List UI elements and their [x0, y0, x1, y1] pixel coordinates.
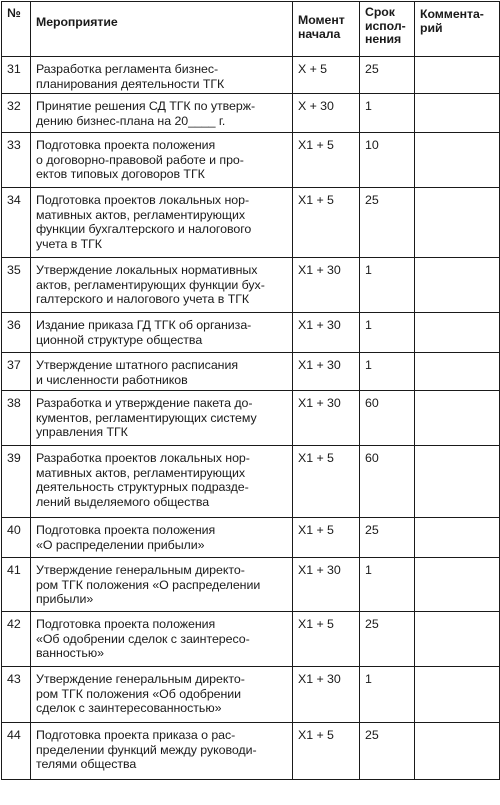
row-comment	[415, 391, 500, 446]
row-num: 36	[2, 313, 31, 353]
table-row	[2, 446, 500, 518]
table-header-row	[2, 2, 500, 57]
events-table	[1, 1, 500, 780]
table-row	[2, 612, 500, 667]
table-row	[2, 391, 500, 446]
row-comment	[415, 258, 500, 313]
row-num: 41	[2, 558, 31, 612]
row-duration: 25	[360, 723, 415, 780]
row-start: X1 + 30	[293, 558, 360, 612]
row-num: 35	[2, 258, 31, 313]
header-num-text: №	[7, 6, 21, 20]
header-duration-text: Срок испол- нения	[365, 5, 406, 46]
row-num: 32	[2, 94, 31, 133]
row-duration: 60	[360, 446, 415, 518]
row-title: Утверждение штатного расписания и численности работников	[31, 353, 293, 391]
row-num: 38	[2, 391, 31, 446]
row-comment	[415, 94, 500, 133]
row-duration: 25	[360, 188, 415, 258]
row-duration: 25	[360, 518, 415, 558]
row-comment	[415, 188, 500, 258]
row-title: Подготовка проекта положения «О распределении прибыли»	[31, 518, 293, 558]
table-row	[2, 57, 500, 94]
row-num: 40	[2, 518, 31, 558]
row-duration: 1	[360, 94, 415, 133]
row-comment	[415, 667, 500, 723]
row-start: X1 + 30	[293, 353, 360, 391]
row-num: 44	[2, 723, 31, 780]
row-title: Принятие решения СД ТГК по утверж- дению бизнес-плана на 20____ г.	[31, 94, 293, 133]
row-comment	[415, 133, 500, 188]
table-row	[2, 133, 500, 188]
table-body	[2, 57, 500, 780]
row-num: 33	[2, 133, 31, 188]
row-duration: 25	[360, 612, 415, 667]
row-duration: 1	[360, 667, 415, 723]
row-comment	[415, 446, 500, 518]
header-start	[293, 2, 360, 57]
row-title: Разработка регламента бизнес- планирования деятельности ТГК	[31, 57, 293, 94]
row-num: 42	[2, 612, 31, 667]
row-duration: 1	[360, 313, 415, 353]
row-start: X1 + 5	[293, 133, 360, 188]
row-num: 39	[2, 446, 31, 518]
row-comment	[415, 57, 500, 94]
header-num	[2, 2, 31, 57]
row-num: 31	[2, 57, 31, 94]
row-comment	[415, 612, 500, 667]
row-duration: 1	[360, 558, 415, 612]
row-duration: 10	[360, 133, 415, 188]
row-start: X1 + 5	[293, 723, 360, 780]
row-start: X1 + 5	[293, 446, 360, 518]
row-start: X + 30	[293, 94, 360, 133]
table-row	[2, 667, 500, 723]
row-title: Утверждение генеральным директо- ром ТГК положения «О распределении прибыли»	[31, 558, 293, 612]
table-row	[2, 94, 500, 133]
header-event	[31, 2, 293, 57]
row-start: X1 + 5	[293, 188, 360, 258]
row-title: Подготовка проекта положения о договорно-правовой работе и про- ектов типовых договоров ТГК	[31, 133, 293, 188]
row-start: X1 + 30	[293, 391, 360, 446]
table-row	[2, 558, 500, 612]
row-start: X1 + 30	[293, 258, 360, 313]
row-duration: 1	[360, 258, 415, 313]
table-row	[2, 258, 500, 313]
row-num: 37	[2, 353, 31, 391]
row-num: 34	[2, 188, 31, 258]
row-title: Разработка проектов локальных нор- мативных актов, регламентирующих деятельность структурных подразде- лений выделяемого общества	[31, 446, 293, 518]
row-title: Разработка и утверждение пакета до- кументов, регламентирующих систему управления ТГК	[31, 391, 293, 446]
row-comment	[415, 353, 500, 391]
row-num: 43	[2, 667, 31, 723]
row-title: Утверждение генеральным директо- ром ТГК положения «Об одобрении сделок с заинтересованностью»	[31, 667, 293, 723]
header-comment	[415, 2, 500, 57]
header-event-text: Мероприятие	[36, 15, 118, 29]
row-title: Подготовка проекта положения «Об одобрении сделок с заинтересо- ванностью»	[31, 612, 293, 667]
row-title: Утверждение локальных нормативных актов, регламентирующих функции бух- галтерского и налогового учета в ТГК	[31, 258, 293, 313]
row-comment	[415, 313, 500, 353]
row-comment	[415, 723, 500, 780]
row-comment	[415, 518, 500, 558]
row-start: X1 + 30	[293, 313, 360, 353]
table-row	[2, 518, 500, 558]
header-start-text: Момент начала	[298, 13, 345, 41]
table-row	[2, 188, 500, 258]
row-duration: 1	[360, 353, 415, 391]
row-start: X + 5	[293, 57, 360, 94]
row-duration: 25	[360, 57, 415, 94]
table-row	[2, 313, 500, 353]
row-duration: 60	[360, 391, 415, 446]
row-comment	[415, 558, 500, 612]
table-row	[2, 723, 500, 780]
row-start: X1 + 5	[293, 612, 360, 667]
row-title: Подготовка проекта приказа о рас- пределении функций между руководи- телями общества	[31, 723, 293, 780]
row-title: Подготовка проектов локальных нор- мативных актов, регламентирующих функции бухгалтерского и налогового учета в ТГК	[31, 188, 293, 258]
header-comment-text: Коммента- рий	[420, 7, 484, 35]
row-start: X1 + 5	[293, 518, 360, 558]
row-title: Издание приказа ГД ТГК об организа- ционной структуре общества	[31, 313, 293, 353]
header-duration	[360, 2, 415, 57]
row-start: X1 + 30	[293, 667, 360, 723]
table-row	[2, 353, 500, 391]
